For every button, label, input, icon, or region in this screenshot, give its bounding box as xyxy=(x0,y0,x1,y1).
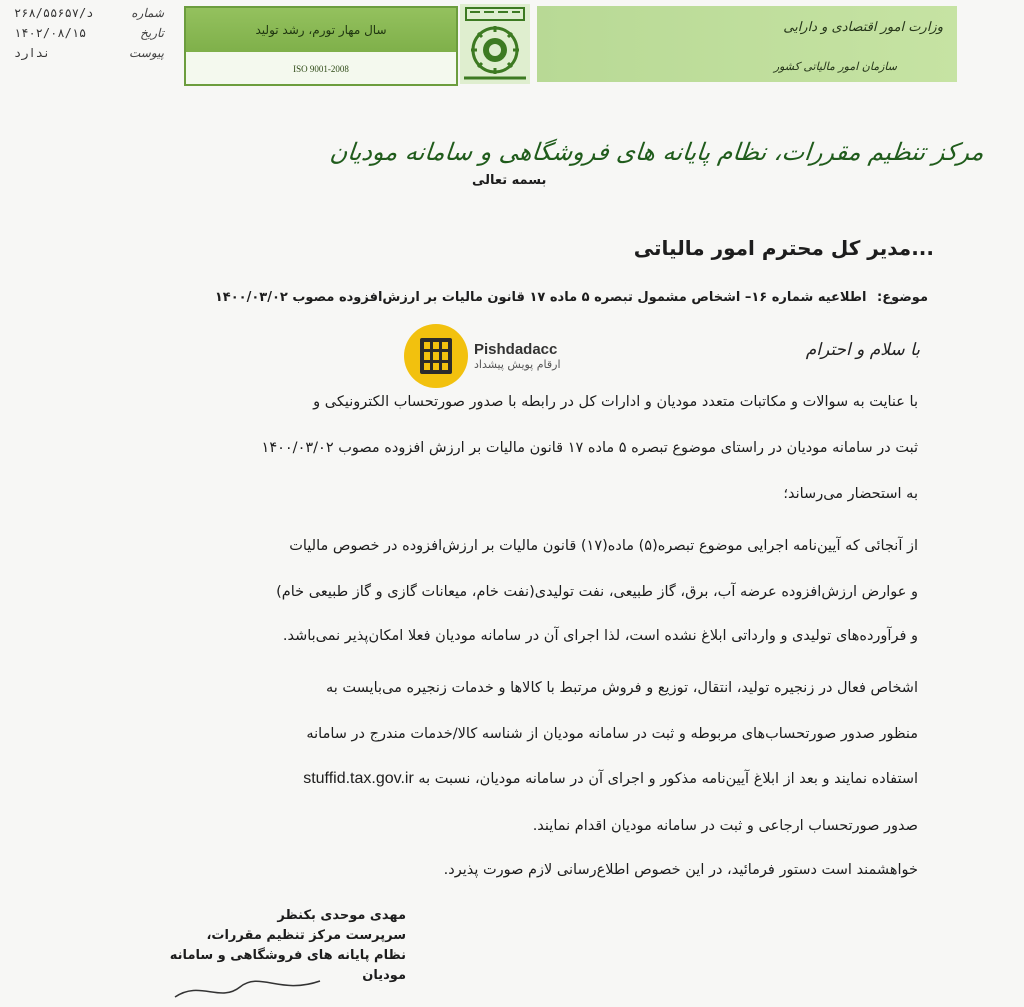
stuffid-link[interactable]: stuffid.tax.gov.ir xyxy=(303,770,414,787)
watermark-text xyxy=(474,341,561,371)
signer-title1: سرپرست مرکز تنظیم مقررات، xyxy=(206,928,406,943)
para1-line1: با عنایت به سوالات و مکاتبات متعدد مودیان و ادارات کل در رابطه با صدور صورتحساب الکترونیکی و xyxy=(313,394,918,410)
date-label: تاریخ xyxy=(140,26,164,40)
para3-line3 xyxy=(303,770,918,788)
para2-line2: و عوارض ارزش‌افزوده عرضه آب، برق، گاز طبیعی، نفت تولیدی(نفت خام، میعانات گازی و گاز طبیعی خام) xyxy=(276,584,918,600)
bismillah: بسمه تعالی xyxy=(472,173,547,188)
signature-block xyxy=(126,906,406,986)
slogan-text: سال مهار تورم، رشد تولید xyxy=(186,8,456,52)
watermark-subtitle: ارقام پویش پیشداد xyxy=(474,358,561,371)
iso-text: ISO 9001-2008 xyxy=(293,64,349,74)
para4-line1: خواهشمند است دستور فرمائید، در این خصوص اطلاع‌رسانی لازم صورت پذیرد. xyxy=(443,862,918,878)
attachment-row xyxy=(14,46,164,66)
attachment-label: پیوست xyxy=(129,46,164,60)
attachment-value: ندارد xyxy=(14,46,51,60)
ministry-name: وزارت امور اقتصادی و دارایی xyxy=(783,20,943,35)
calculator-icon xyxy=(420,338,452,374)
signature-scribble-icon xyxy=(170,975,330,1005)
para3-line1: اشخاص فعال در زنجیره تولید، انتقال، توزیع و فروش مرتبط با کالاها و خدمات زنجیره می‌بایست به xyxy=(325,680,918,696)
signer-name: مهدی موحدی بکنظر xyxy=(277,908,406,923)
para3-line2: منظور صدور صورتحساب‌های مربوطه و ثبت در سامانه مودیان از شناسه کالا/خدمات مندرج در سامانه xyxy=(306,726,918,742)
date-row xyxy=(14,26,164,46)
para1-line3: به استحضار می‌رساند؛ xyxy=(783,486,918,502)
number-label: شماره xyxy=(131,6,164,20)
subject-text: اطلاعیه شماره ۱۶– اشخاص مشمول تبصره ۵ ماده ۱۷ قانون مالیات بر ارزش‌افزوده مصوب ۱۴۰۰/۰۳/۰۲ xyxy=(214,290,867,305)
subject-label: موضوع: xyxy=(877,290,928,305)
addressee: مدیر کل محترم امور مالیاتی... xyxy=(633,236,934,260)
number-row xyxy=(14,6,164,26)
slogan-box xyxy=(184,6,458,86)
signer-title2: نظام پایانه های فروشگاهی و سامانه مودیان xyxy=(169,948,406,983)
watermark-circle xyxy=(404,324,468,388)
salutation: با سلام و احترام xyxy=(805,340,920,360)
subject-line xyxy=(215,290,928,305)
center-title: مرکز تنظیم مقررات، نظام پایانه های فروشگاهی و سامانه مودیان xyxy=(328,138,986,166)
para3-line3-text: استفاده نمایند و بعد از ابلاغ آیین‌نامه مذکور و اجرای آن در سامانه مودیان، نسبت به xyxy=(418,771,918,787)
para2-line3: و فرآورده‌های تولیدی و وارداتی ابلاغ نشده است، لذا اجرای آن در سامانه مودیان فعلا امکان‌پذیر نمی‌باشد. xyxy=(282,628,918,644)
letter-meta xyxy=(14,6,164,66)
number-value: د/۲۶۸/۵۵۶۵۷ xyxy=(14,6,94,20)
watermark-logo xyxy=(404,324,561,388)
para1-line2: ثبت در سامانه مودیان در راستای موضوع تبصره ۵ ماده ۱۷ قانون مالیات بر ارزش افزوده مصوب ۱۴۰۰/۰۳/۰۲ xyxy=(261,440,918,456)
ministry-box xyxy=(537,6,957,82)
para3-line4: صدور صورتحساب ارجاعی و ثبت در سامانه مودیان اقدام نمایند. xyxy=(532,818,918,834)
date-value: ۱۴۰۲/۰۸/۱۵ xyxy=(14,26,87,40)
watermark-name: Pishdadacc xyxy=(474,341,558,358)
organization-name: سازمان امور مالیاتی کشور xyxy=(773,60,897,73)
tax-organization-emblem-icon xyxy=(456,0,534,88)
para2-line1: از آنجائی که آیین‌نامه اجرایی موضوع تبصره(۵) ماده(۱۷) قانون مالیات بر ارزش‌افزوده در خصوص مالیات xyxy=(289,538,918,554)
